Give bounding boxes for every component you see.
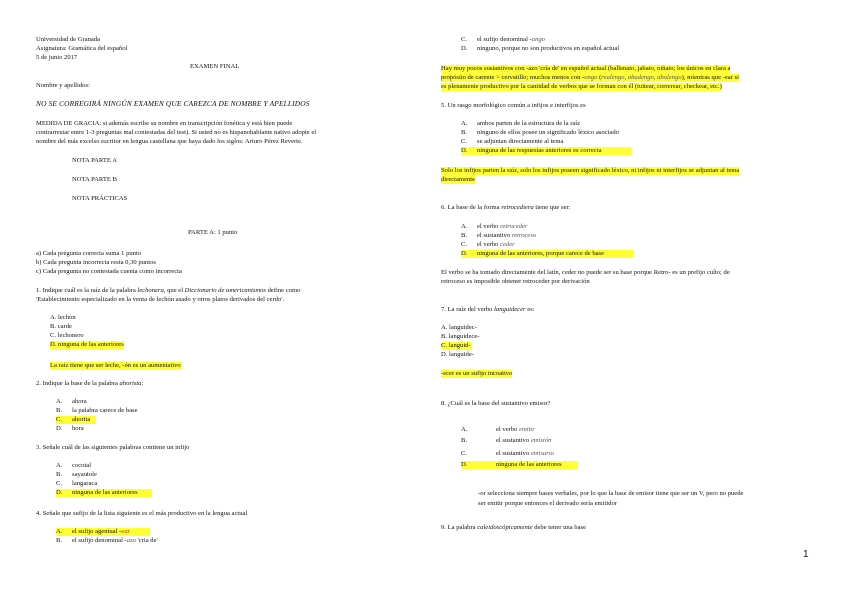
- q8-option-b-text: el sustantivo: [496, 437, 531, 444]
- grace-label: MEDIDA DE GRACIA: [36, 120, 100, 127]
- q7-option-b[interactable]: B. languidece-: [441, 333, 480, 340]
- q5-letter-a: A.: [461, 120, 468, 127]
- q8-answer-1: -or selecciona siempre bases verbales, por lo que la base de emisor tiene que ser un V, pero no puede: [478, 490, 744, 497]
- q2-stem-c: :: [141, 380, 144, 387]
- q9-stem-a: 9. La palabra: [441, 524, 478, 531]
- grace-paragraph: [36, 120, 292, 128]
- q2-option-d[interactable]: hora: [72, 425, 84, 432]
- q5-letter-d: D.: [461, 147, 468, 154]
- q8-option-c-text: el sustantivo: [496, 450, 531, 457]
- note-part-a: NOTA PARTE A: [72, 157, 117, 164]
- q6-letter-d: D.: [461, 250, 468, 257]
- q2-letter-c: C.: [56, 416, 63, 423]
- q2-stem-a: 2. Indique la base de la palabra: [36, 380, 120, 387]
- q7-word: languidecer: [494, 306, 526, 313]
- q4-answer-2d: realengo, abadengo, abolengo: [601, 74, 682, 81]
- q6-letter-a: A.: [461, 223, 468, 230]
- q6-option-c-word: ceder: [500, 241, 515, 248]
- exam-title: EXAMEN FINAL: [190, 63, 240, 70]
- q3-correct-option[interactable]: [56, 489, 152, 497]
- q5-option-d: ninguna de las respuestas anteriores es correcta: [477, 147, 602, 154]
- q6-option-a-word: retroceder: [500, 223, 528, 230]
- q8-answer-2: ser emitir porque entonces el derivado sería emitidor: [478, 500, 617, 507]
- q4-answer-2: [441, 74, 739, 82]
- q2-letter-b: B.: [56, 407, 63, 414]
- q6-option-d: ninguna de las anteriores, porque carece de base: [477, 250, 605, 257]
- q3-option-c[interactable]: langaraca: [72, 480, 98, 487]
- q8-letter-c: C.: [461, 450, 468, 457]
- q4-answer-2c: (: [597, 74, 602, 81]
- rule-b: b) Cada pregunta incorrecta resta 0,30 puntos: [36, 259, 156, 266]
- q3-option-d: ninguna de las anteriores: [72, 489, 138, 496]
- note-part-b: NOTA PARTE B: [72, 176, 117, 183]
- q4-option-c-suffix: ango: [531, 36, 545, 43]
- q4-option-b-text: el sufijo denominal -: [72, 537, 127, 544]
- q4-letter-d: D.: [461, 45, 468, 52]
- q2-correct-option[interactable]: [56, 416, 96, 424]
- q7-option-c[interactable]: C. languid-: [441, 342, 471, 349]
- q5-option-c[interactable]: se adjuntan directamente al tema: [477, 138, 564, 145]
- subject: Asignatura: Gramática del español: [36, 45, 128, 52]
- q4-option-b[interactable]: [72, 537, 158, 545]
- q4-option-b-suffix: azo: [126, 537, 136, 544]
- q5-answer-1: Solo los infijos parten la raíz, solo los infijos poseen significado léxico, ni infijos ni interfijos se adjuntan al tema: [441, 167, 740, 174]
- q6-option-a[interactable]: [477, 223, 527, 231]
- q3-letter-c: C.: [56, 480, 63, 487]
- rule-a: a) Cada pregunta correcta suma 1 punto: [36, 250, 142, 257]
- grace-text-1: : si además escribe su nombre en transcripción fonética y está bien puede: [99, 120, 293, 127]
- q1-word: lechonera: [137, 287, 164, 294]
- q3-stem: 3. Señale cuál de las siguientes palabras contiene un infijo: [36, 444, 190, 451]
- q4-correct-option[interactable]: [56, 528, 150, 536]
- q5-option-b[interactable]: ninguno de ellos posee un significado léxico asociado: [477, 129, 619, 136]
- q5-answer-2: directamente: [441, 176, 476, 183]
- q5-letter-c: C.: [461, 138, 468, 145]
- q4-option-b-gloss: 'cria de': [135, 537, 158, 544]
- q1-option-c[interactable]: C. lechonero: [50, 332, 84, 339]
- q1-answer: La raíz tiene que ser leche, -ón es un aumentativo: [50, 362, 181, 369]
- q8-letter-a: A.: [461, 426, 468, 433]
- q4-answer-2e: ), mientras que -ear si: [681, 74, 739, 81]
- q6-option-c[interactable]: [477, 241, 515, 249]
- name-label: Nombre y apellidos:: [36, 82, 90, 89]
- q8-option-b-word: emisión: [530, 437, 552, 444]
- q7-stem-a: 7. La raíz del verbo: [441, 306, 495, 313]
- q1-stem-e: define como: [265, 287, 301, 294]
- q4-answer-1: Hay muy pocos sustantivos con -azo 'cría de' en español actual (ballenato, jabato, niñato; los únicos en clara a: [441, 65, 731, 72]
- q4-letter-b: B.: [56, 537, 63, 544]
- q3-option-a[interactable]: cocotal: [72, 462, 92, 469]
- q4-stem: 4. Señale que sufijo de la lista siguiente es el más productivo en la lengua actual: [36, 510, 248, 517]
- q6-answer-2: retroceso es imposible obtener retroceder por derivación: [441, 278, 590, 285]
- q6-stem-a: 6. La base de la forma: [441, 204, 502, 211]
- q4-option-a-text: el sufijo agentual -: [72, 528, 122, 535]
- q1-stem-2: 'Establecimiento especializado en la venta de lechón asado y otros platos derivados del cerdo'.: [36, 296, 285, 303]
- q6-option-b-text: el sustantivo: [477, 232, 512, 239]
- q1-option-d[interactable]: D. ninguna de las anteriores: [50, 341, 124, 348]
- q5-stem: 5. Un rasgo morfológico común a infijos e interfijos es: [441, 102, 586, 109]
- q4-option-c[interactable]: [477, 36, 545, 44]
- q6-option-c-text: el verbo: [477, 241, 501, 248]
- q1-stem-a: 1. Indique cuál es la raíz de la palabra: [36, 287, 138, 294]
- q8-correct-option[interactable]: [461, 461, 577, 469]
- q8-option-a[interactable]: [496, 426, 535, 434]
- q4-answer-2b: ongo: [584, 74, 598, 81]
- q6-stem: [441, 204, 571, 212]
- q6-letter-b: B.: [461, 232, 468, 239]
- warning-text: NO SE CORREGIRÁ NINGÚN EXAMEN QUE CAREZCA DE NOMBRE Y APELLIDOS: [36, 99, 310, 108]
- rule-c: c) Cada pregunta no contestada cuenta como incorrecta: [36, 268, 182, 275]
- q5-correct-option[interactable]: [461, 147, 631, 155]
- university: Universidad de Granada: [36, 36, 101, 43]
- q7-stem-c: es:: [525, 306, 535, 313]
- q7-option-d[interactable]: D. languide-: [441, 351, 474, 358]
- q8-option-a-text: el verbo: [496, 426, 520, 433]
- q8-option-a-word: emitir: [519, 426, 535, 433]
- q9-stem: [441, 524, 586, 532]
- q3-letter-b: B.: [56, 471, 63, 478]
- q8-letter-b: B.: [461, 437, 468, 444]
- q6-option-a-text: el verbo: [477, 223, 501, 230]
- q6-correct-option[interactable]: [461, 250, 633, 258]
- q6-stem-c: tiene que ser:: [533, 204, 571, 211]
- q8-letter-d: D.: [461, 461, 468, 468]
- q7-answer: -ecer es un sufijo incoativo: [441, 370, 513, 377]
- q5-option-a[interactable]: ambos parten de la estructura de la raíz: [477, 120, 581, 127]
- q6-answer-1: El verbo se ha tomado directamente del latín, ceder no puede ser su base porque Retro- es un prefijo culto; de: [441, 269, 730, 276]
- page-number: 1: [803, 549, 809, 560]
- q6-option-b[interactable]: [477, 232, 536, 240]
- q4-letter-a: A.: [56, 528, 63, 535]
- q9-word: caleidoscópicamente: [477, 524, 533, 531]
- q4-letter-c: C.: [461, 36, 468, 43]
- q7-stem: [441, 306, 535, 314]
- q3-letter-d: D.: [56, 489, 63, 496]
- q4-answer-3: es plenamente productivo por la cantidad de verbos que se forman con él (tuitear, correrear, checkear, etc.): [441, 83, 722, 90]
- q1-option-b[interactable]: B. carde: [50, 323, 72, 330]
- q8-option-d: ninguna de las anteriores: [496, 461, 562, 468]
- grace-text-3: nombre del más excelso escritor en lengua castellana que haya dado los siglos: Arturo Pérez Reverte.: [36, 138, 303, 145]
- q2-option-b[interactable]: la palabra carece de base: [72, 407, 138, 414]
- q1-option-a[interactable]: A. lechon: [50, 314, 76, 321]
- q8-option-c-word: emisario: [530, 450, 554, 457]
- note-practicas: NOTA PRÁCTICAS: [72, 195, 128, 202]
- q5-letter-b: B.: [461, 129, 468, 136]
- grace-text-2: contrarrestar entre 1-3 preguntas mal contestadas del test). Si usted no es hispanohablante nativo adopte el: [36, 129, 317, 136]
- q1-dictionary: Diccionario de americanismos: [184, 287, 266, 294]
- q4-option-d[interactable]: ninguno, porque no son productivos en español actual: [477, 45, 620, 52]
- q6-word: retrocediera: [501, 204, 534, 211]
- q2-letter-a: A.: [56, 398, 63, 405]
- q8-option-b[interactable]: [496, 437, 551, 445]
- q2-option-a[interactable]: ahora: [72, 398, 87, 405]
- part-a-title: PARTE A: 1 punto: [188, 229, 238, 236]
- q6-option-b-word: retroceso: [511, 232, 537, 239]
- q9-stem-c: debe tener una base: [532, 524, 587, 531]
- exam-date: 5 de junio 2017: [36, 54, 78, 61]
- q4-option-a-suffix: ear: [121, 528, 131, 535]
- q4-option-c-text: el sufijo denominal -: [477, 36, 532, 43]
- q4-answer-2a: propósito de carente > cervatillo; muchos menos con -: [441, 74, 585, 81]
- q1-stem-c: , que el: [163, 287, 185, 294]
- q6-letter-c: C.: [461, 241, 468, 248]
- q2-word: ahorista: [119, 380, 142, 387]
- q3-option-b[interactable]: sayautole: [72, 471, 97, 478]
- q2-stem: [36, 380, 143, 388]
- q1-stem: [36, 287, 300, 295]
- q2-option-c: ahorita: [72, 416, 91, 423]
- q2-letter-d: D.: [56, 425, 63, 432]
- q8-stem: 8. ¿Cuál es la base del sustantivo emisor?: [441, 400, 551, 407]
- q3-letter-a: A.: [56, 462, 63, 469]
- q7-option-a[interactable]: A. languidec-: [441, 324, 477, 331]
- q8-option-c[interactable]: [496, 450, 554, 458]
